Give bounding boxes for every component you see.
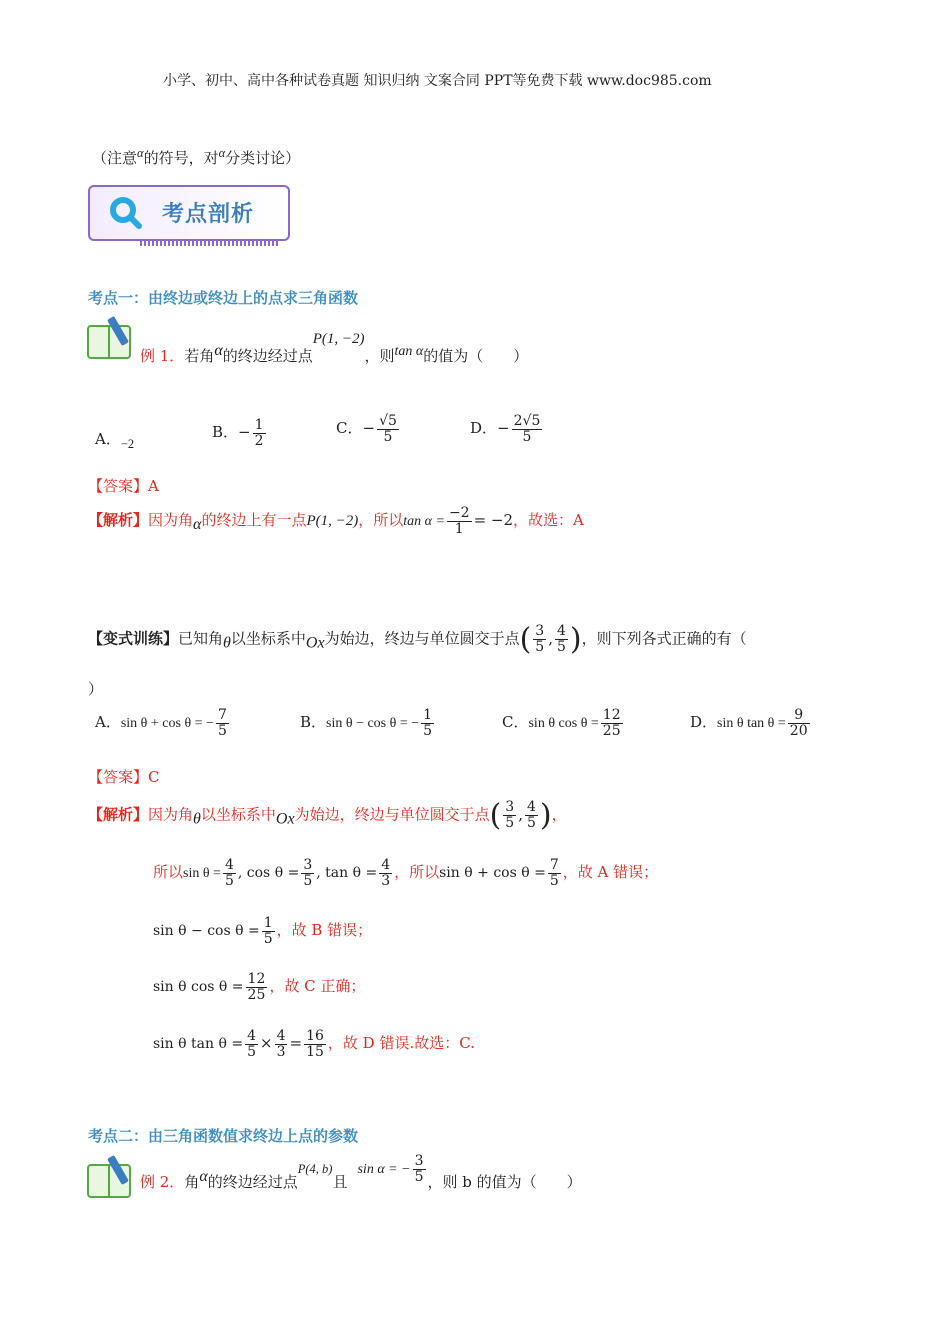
- ex1-option-a: A．$_{-2}$: [95, 430, 135, 451]
- ex1-option-d: D．− $\frac{2√5}{5}$: [470, 413, 541, 445]
- variant-option-c: C．sin θ cos θ = $\frac{12}{25}$: [502, 707, 621, 739]
- banner-title: 考点剖析: [162, 202, 255, 227]
- magnifier-icon: [108, 195, 144, 231]
- variant-analysis-intro: 【解析】因为角$_\theta$以坐标系中$_{Ox}$为始边，终边与单位圆交于点( $\frac{3}{5}$ , $\frac{4}{5}$ )，: [88, 798, 567, 833]
- variant-option-a: A．sin θ + cos θ = − $\frac{7}{5}$: [95, 707, 227, 739]
- example-1-question: 例 1．若角$^\alpha$的终边经过点$^{P(1, -2)}$，则$^{tan \alpha}$的值为（ ）: [140, 331, 529, 365]
- variant-answer: 【答案】C: [88, 768, 160, 786]
- book-pencil-icon: [86, 316, 136, 360]
- variant-analysis-line-4: sin θ tan θ = $\frac{4}{5}$ × $\frac{4}{3}$ = $\frac{16}{15}$ ，故 D 错误.故选：C.: [153, 1028, 475, 1060]
- variant-analysis-line-3: sin θ cos θ = $\frac{12}{25}$ ，故 C 正确；: [153, 971, 366, 1003]
- variant-close-paren: ）: [88, 680, 104, 698]
- note-line: （注意$^\alpha$的符号，对$^\alpha$分类讨论）: [92, 146, 301, 167]
- section-banner: [88, 185, 288, 247]
- ex1-answer: 【答案】A: [88, 477, 159, 495]
- book-pencil-icon: [86, 1155, 136, 1199]
- variant-question: 【变式训练】已知角$_\theta$以坐标系中$_{Ox}$为始边，终边与单位圆交于点( $\frac{3}{5}$ , $\frac{4}{5}$ )，则下列各式正确的有（: [88, 622, 747, 657]
- page-header: 小学、初中、高中各种试卷真题 知识归纳 文案合同 PPT等免费下载 www.doc985.com: [163, 73, 712, 89]
- variant-option-d: D．sin θ tan θ = $\frac{9}{20}$: [690, 707, 808, 739]
- section-1-title: 考点一：由终边或终边上的点求三角函数: [88, 289, 359, 307]
- variant-option-b: B．sin θ − cos θ = − $\frac{1}{5}$: [300, 707, 433, 739]
- ex1-option-b: B．− $\frac{1}{2}$: [212, 417, 264, 449]
- ex1-option-c: C．− $\frac{√5}{5}$: [336, 413, 397, 445]
- variant-analysis-line-2: sin θ − cos θ = $\frac{1}{5}$ ，故 B 错误；: [153, 915, 373, 947]
- variant-analysis-line-1: 所以sin θ = $\frac{4}{5}$ , cos θ = $\frac{3}{5}$ , tan θ = $\frac{4}{3}$ ，所以sin θ + cos θ = $\frac{7}{5}$ ，故 A 错误；: [153, 857, 659, 889]
- section-2-title: 考点二：由三角函数值求终边上点的参数: [88, 1127, 359, 1145]
- example-2-question: 例 2．角$^\alpha$的终边经过点$^{P(4, b)}$且sin α = − $\frac{3}{5}$ ，则 b 的值为（ ）: [140, 1153, 582, 1192]
- ex1-analysis: 【解析】因为角$_\alpha$的终边上有一点P(1, −2)，所以tan α = $\frac{-2}{1}$ = −2，故选：A: [88, 505, 584, 537]
